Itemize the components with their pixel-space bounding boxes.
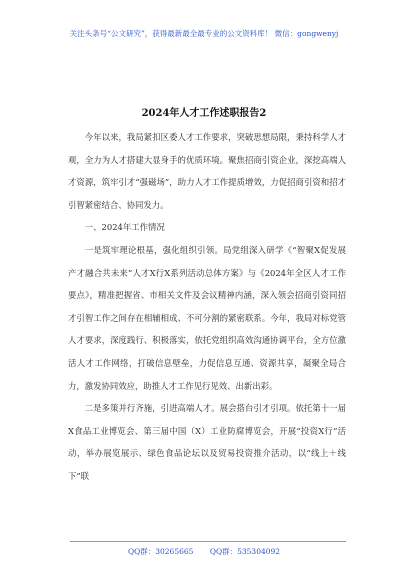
footer-contacts bbox=[0, 546, 408, 557]
qq-group-2: QQ群：535304092 bbox=[209, 547, 281, 556]
document-body bbox=[68, 126, 346, 488]
paragraph-intro: 今年以来，我局紧扣区委人才工作要求，突破思想局限，秉持科学人才观，全力为人才搭建大显身手的优质环境。聚焦招商引资企业，深挖高端人才资源，筑牢引才“强磁场”，助力人才工作提质增效，力促招商引资和招才引智紧密结合、协同发力。 bbox=[68, 132, 346, 210]
paragraph-second-point: 二是多策并行齐施，引进高端人才。展会搭台引才引项。依托第十一届X食品工业博览会、第三届中国（X）工业防腐博览会，开展“投资X行”活动，举办展览展示、绿色食品论坛以及贸易投资推介活动，以“线上＋线下”联 bbox=[68, 403, 346, 481]
header-banner: 关注头条号“公文研究”，获得最新最全最专业的公文资料库！ 微信：gongwenyj bbox=[69, 29, 339, 38]
section-heading: 一、2024年工作情况 bbox=[84, 222, 165, 233]
document-title: 2024年人才工作述职报告2 bbox=[141, 108, 267, 119]
footer-divider bbox=[70, 541, 346, 542]
paragraph-first-point: 一是筑牢理论根基，强化组织引领。局党组深入研学《“智聚X促发展产才融合共未来”人才X行X系列活动总体方案》与《2024年全区人才工作要点》，精准把握省、市相关文件及会议精神内涵，深入领会招商引资同招才引智工作之间存在相辅相成、不可分割的紧密联系。今年，我局对标党管人才要求，深度践行、积极落实，依托党组织高效沟通协调平台，全方位激活人才工作网络，打破信息壁垒，力促信息互通、资源共享，凝聚全局合力，激发协同效应，助推人才工作见行见效、出新出彩。 bbox=[68, 244, 346, 391]
qq-group-1: QQ群：30265665 bbox=[127, 547, 194, 556]
